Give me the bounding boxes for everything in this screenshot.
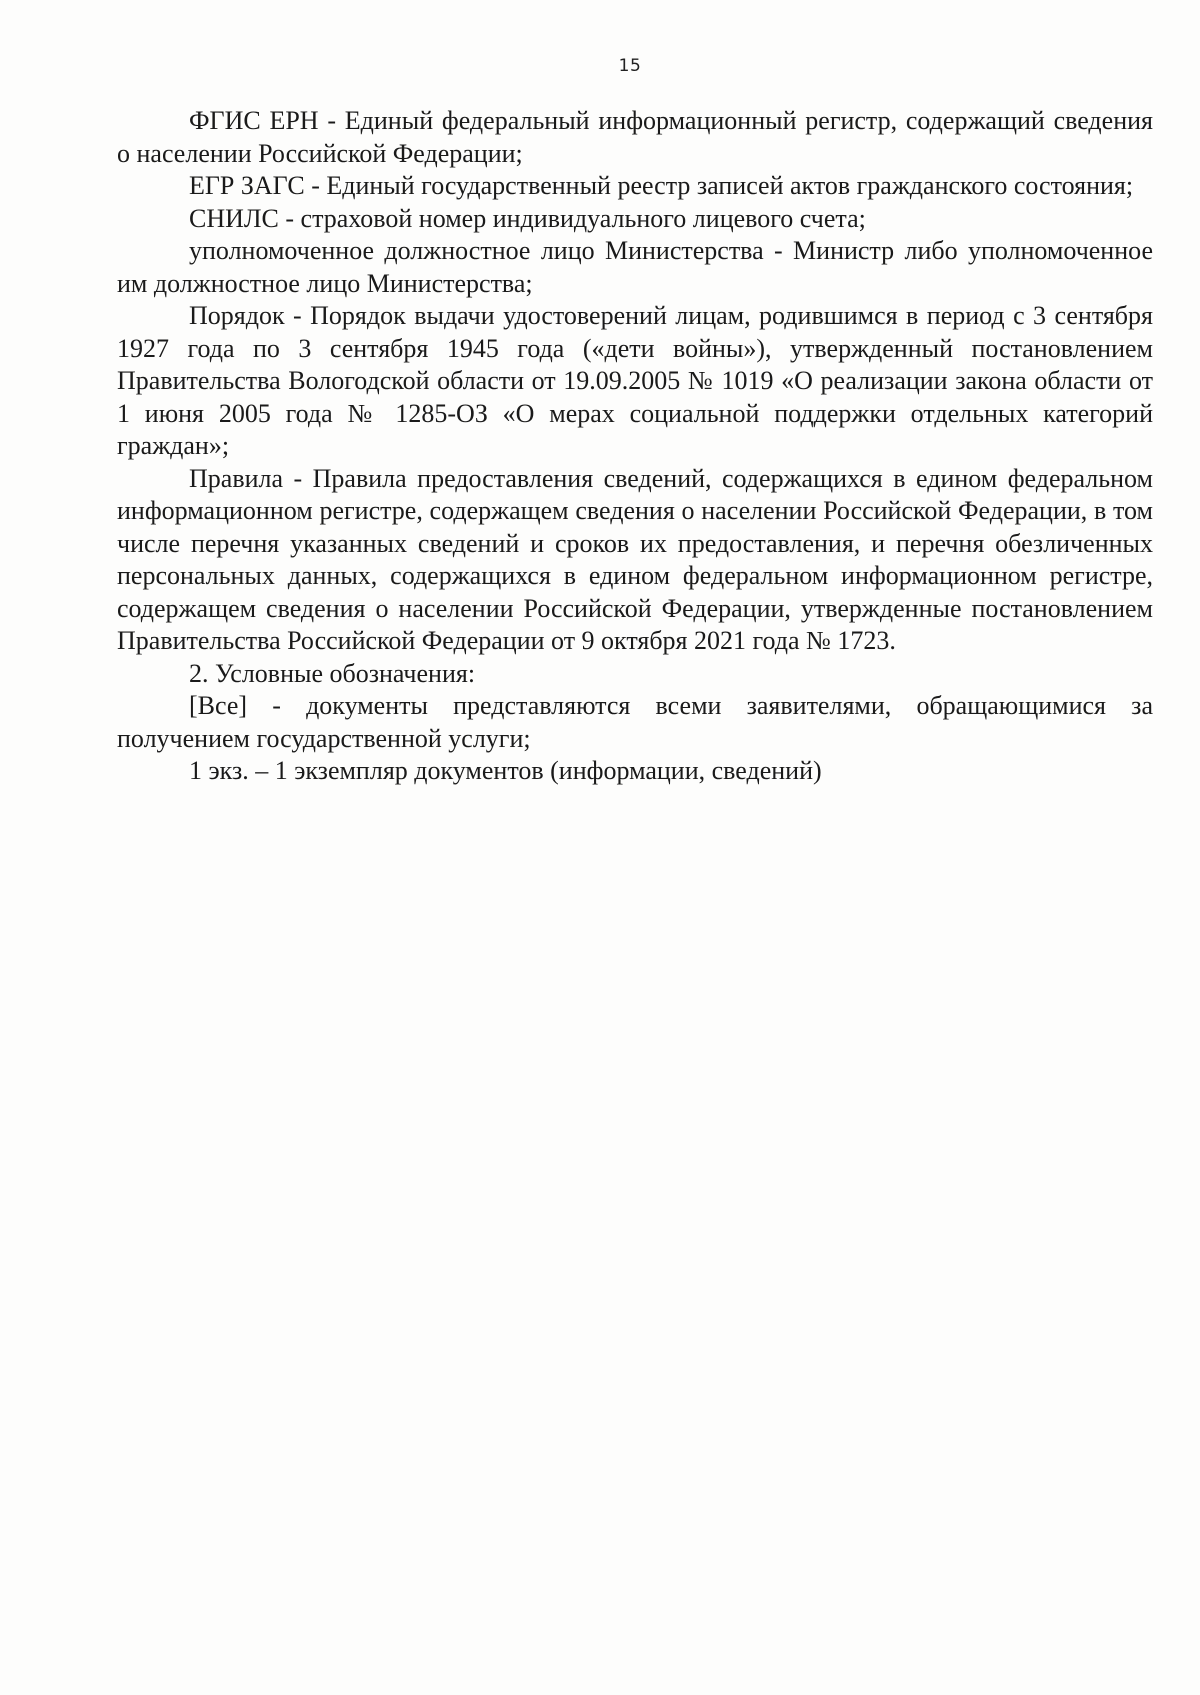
page-number: 15 — [618, 56, 642, 76]
definition-egr-zags: ЕГР ЗАГС - Единый государственный реестр записей актов гражданского состояния; — [189, 171, 1134, 200]
definition-procedure: Порядок - Порядок выдачи удостоверений лицам, родившимся в период с 3 сентября 1927 года по 3 сентября 1945 года («дети войны»), утвержденный постановлением Правительства Вологодской области от 19.09.2005 № 1019 «О реализации закона области от 1 июня 2005 года № 1285-ОЗ «О мерах социальной поддержки отдельных категорий граждан»; — [117, 301, 1153, 460]
definition-authorized-official: уполномоченное должностное лицо Министерства - Министр либо уполномоченное им должностное лицо Министерства; — [117, 236, 1153, 298]
definition-fgis-ern: ФГИС ЕРН - Единый федеральный информационный регистр, содержащий сведения о населении Российской Федерации; — [117, 106, 1153, 168]
document-body — [117, 105, 1153, 788]
definition-snils: СНИЛС - страховой номер индивидуального лицевого счета; — [189, 203, 866, 233]
symbol-all: [Все] - документы представляются всеми заявителями, обращающимися за получением государственной услуги; — [117, 691, 1153, 753]
symbol-one-copy: 1 экз. – 1 экземпляр документов (информации, сведений) — [189, 756, 822, 785]
definition-rules: Правила - Правила предоставления сведений, содержащихся в едином федеральном информационном регистре, содержащем сведения о населении Российской Федерации, в том числе перечня указанных сведений и сроков их предоставления, и перечня обезличенных персональных данных, содержащихся в едином федеральном информационном регистре, содержащем сведения о населении Российской Федерации, утвержденные постановлением Правительства Российской Федерации от 9 октября 2021 года № 1723. — [117, 463, 1153, 655]
section-heading-symbols: 2. Условные обозначения: — [189, 658, 476, 688]
